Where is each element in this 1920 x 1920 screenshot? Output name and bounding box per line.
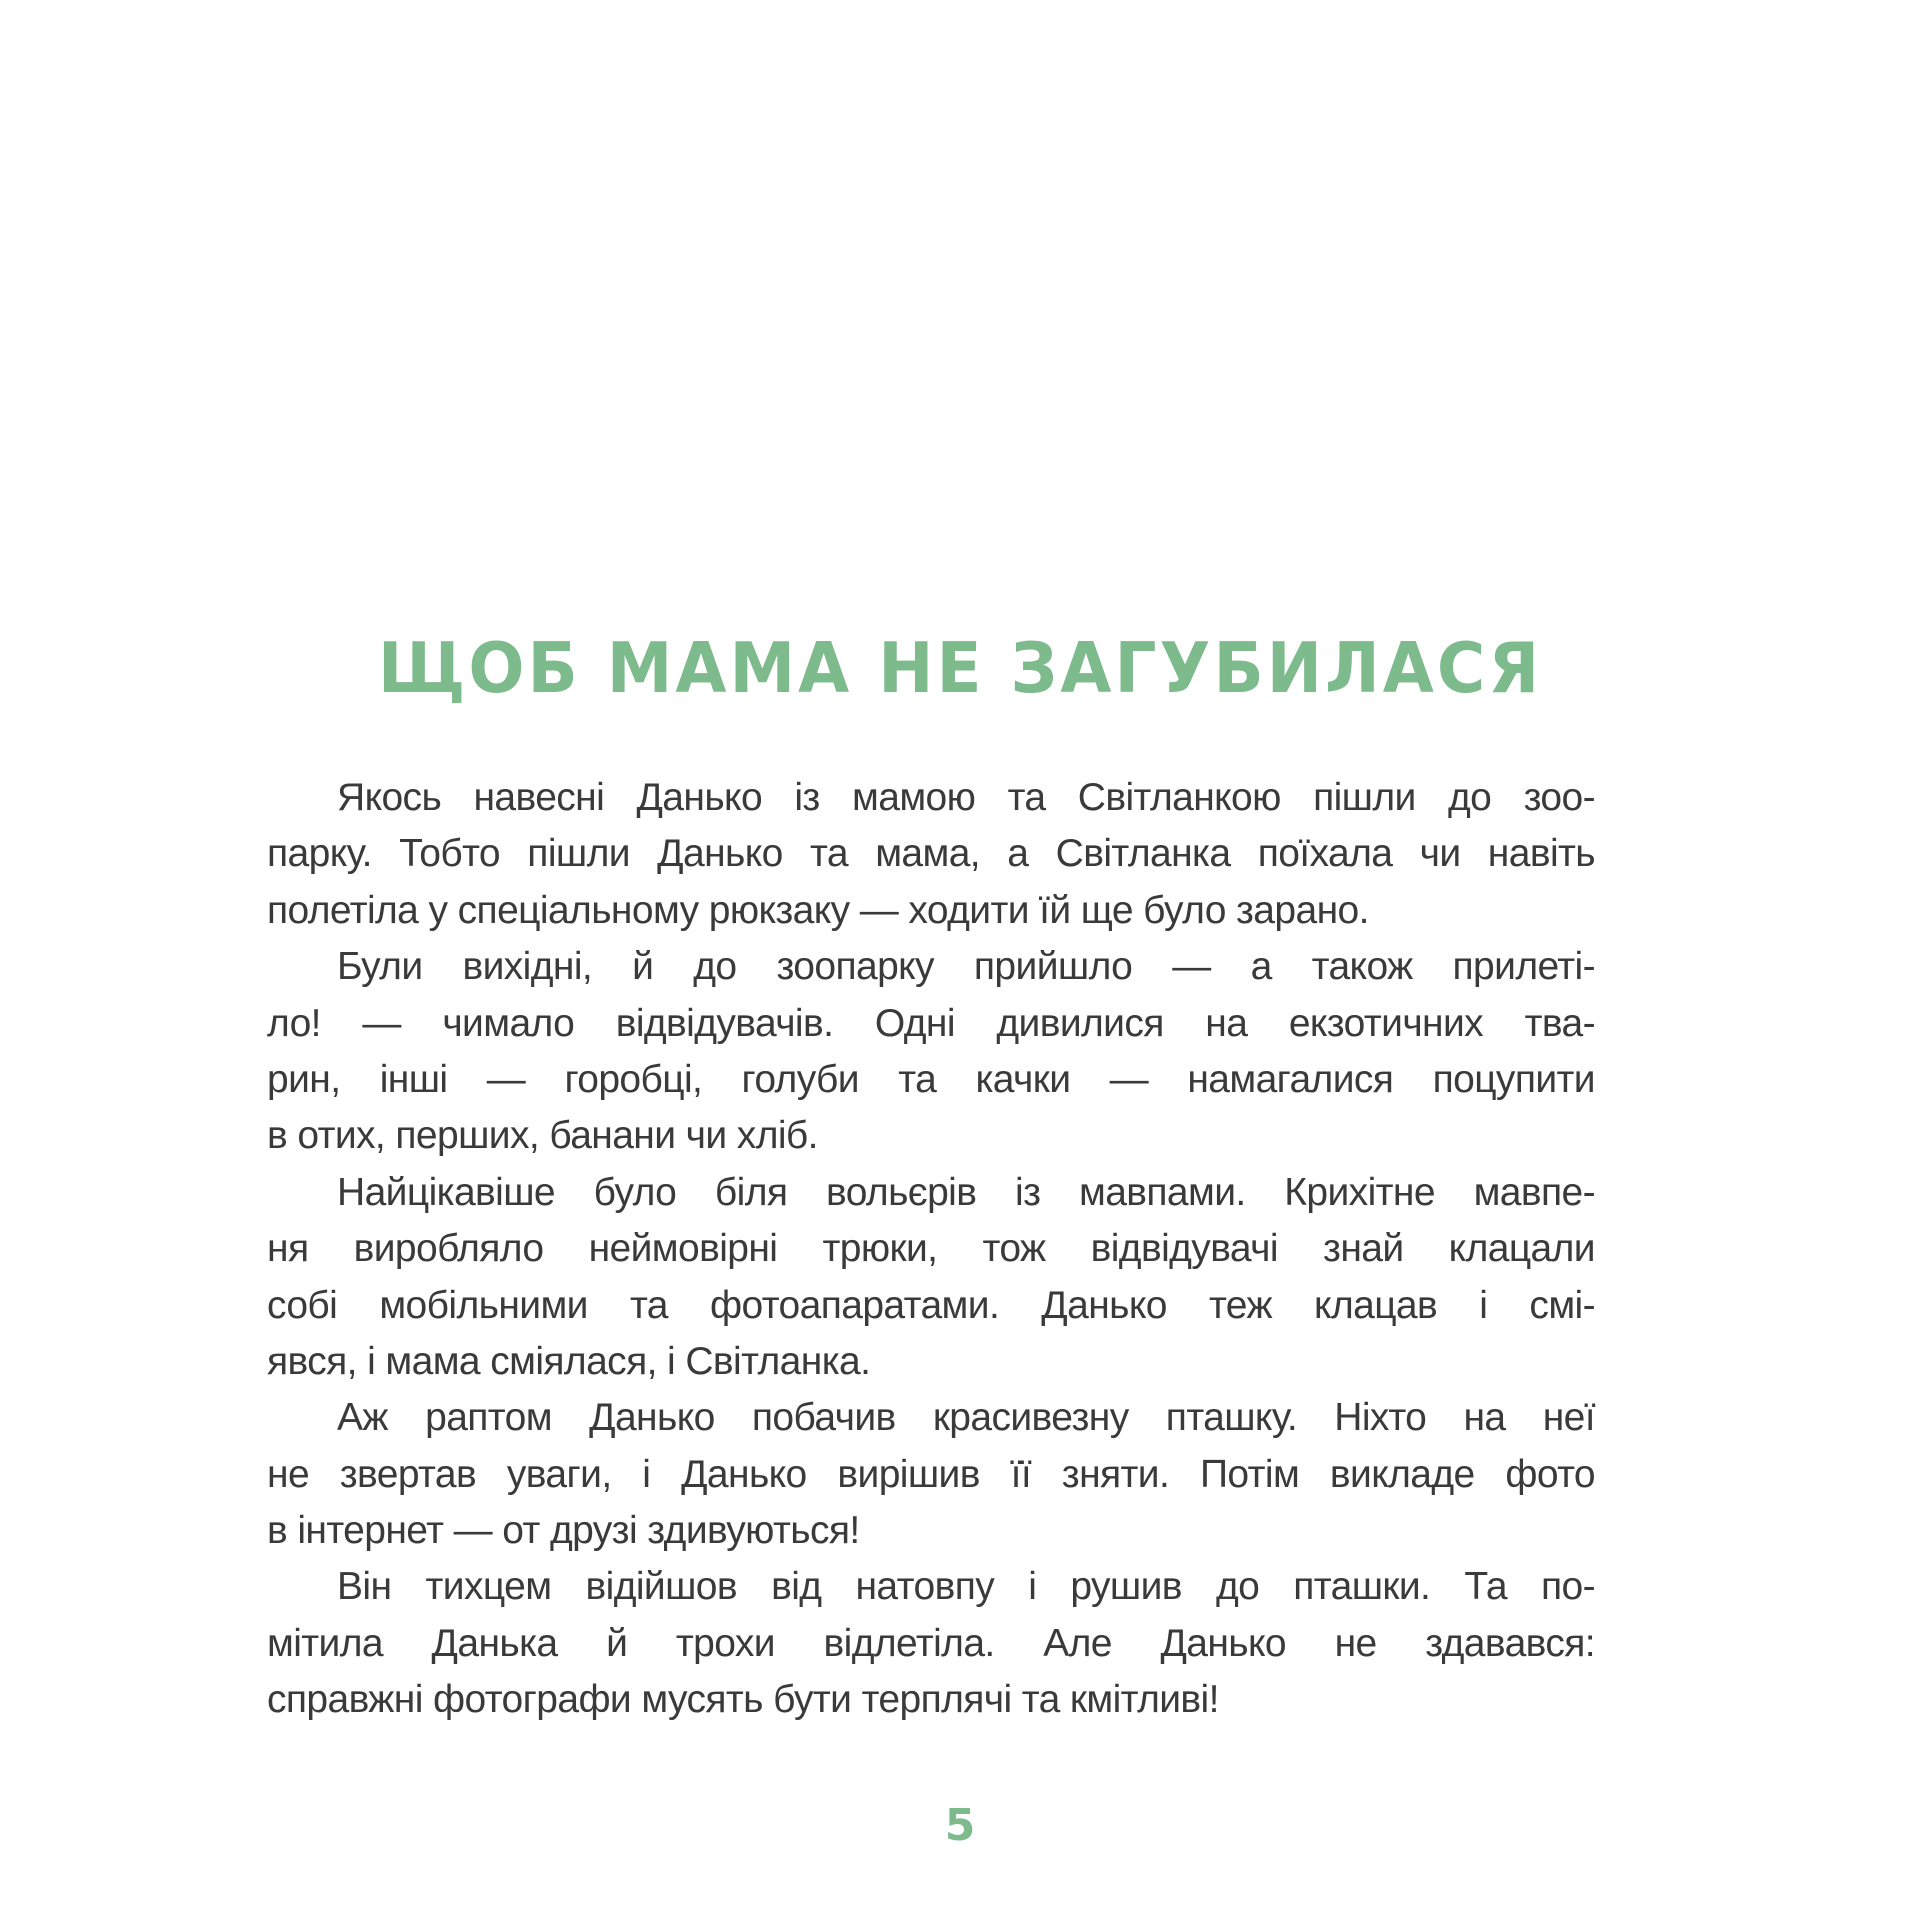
text-line: парку. Тобто пішли Данько та мама, а Світланка поїхала чи навіть bbox=[267, 832, 1595, 876]
text-line: рин, інші — горобці, голуби та качки — намагалися поцупити bbox=[267, 1057, 1595, 1101]
text-line: Він тихцем відійшов від натовпу і рушив до пташки. Та по- bbox=[337, 1565, 1595, 1609]
text-line: Якось навесні Данько із мамою та Світланкою пішли до зоо- bbox=[337, 776, 1595, 819]
text-line: не звертав уваги, і Данько вирішив її зняти. Потім викладе фото bbox=[267, 1452, 1595, 1496]
text-line: собі мобільними та фотоапаратами. Данько теж клацав і смі- bbox=[267, 1283, 1595, 1327]
paragraph bbox=[267, 939, 1595, 1165]
text-line: справжні фотографи мусять бути терплячі та кмітливі! bbox=[267, 1678, 1219, 1722]
text-line: ня виробляло неймовірні трюки, тож відвідувачі знай клацали bbox=[267, 1227, 1595, 1271]
page-number: 5 bbox=[944, 1800, 976, 1851]
paragraph bbox=[267, 1390, 1595, 1559]
text-line: мітила Данька й трохи відлетіла. Але Данько не здавався: bbox=[267, 1621, 1595, 1665]
text-line: полетіла у спеціальному рюкзаку — ходити їй ще було зарано. bbox=[267, 888, 1369, 932]
text-line: Аж раптом Данько побачив красивезну пташку. Ніхто на неї bbox=[337, 1396, 1595, 1440]
text-line: ло! — чимало відвідувачів. Одні дивилися на екзотичних тва- bbox=[267, 1001, 1595, 1045]
paragraph bbox=[267, 1559, 1595, 1728]
text-line: в інтернет — от друзі здивуються! bbox=[267, 1509, 860, 1553]
chapter-title: ЩОБ МАМА НЕ ЗАГУБИЛАСЯ bbox=[377, 628, 1543, 709]
text-line: Найцікавіше було біля вольєрів із мавпами. Крихітне мавпе- bbox=[337, 1170, 1595, 1214]
text-line: Були вихідні, й до зоопарку прийшло — а також прилеті- bbox=[337, 945, 1595, 989]
paragraph bbox=[267, 770, 1595, 939]
text-line: явся, і мама сміялася, і Світланка. bbox=[267, 1339, 871, 1383]
paragraph bbox=[267, 1165, 1595, 1391]
story-text bbox=[267, 770, 1595, 1729]
text-line: в отих, перших, банани чи хліб. bbox=[267, 1114, 818, 1158]
